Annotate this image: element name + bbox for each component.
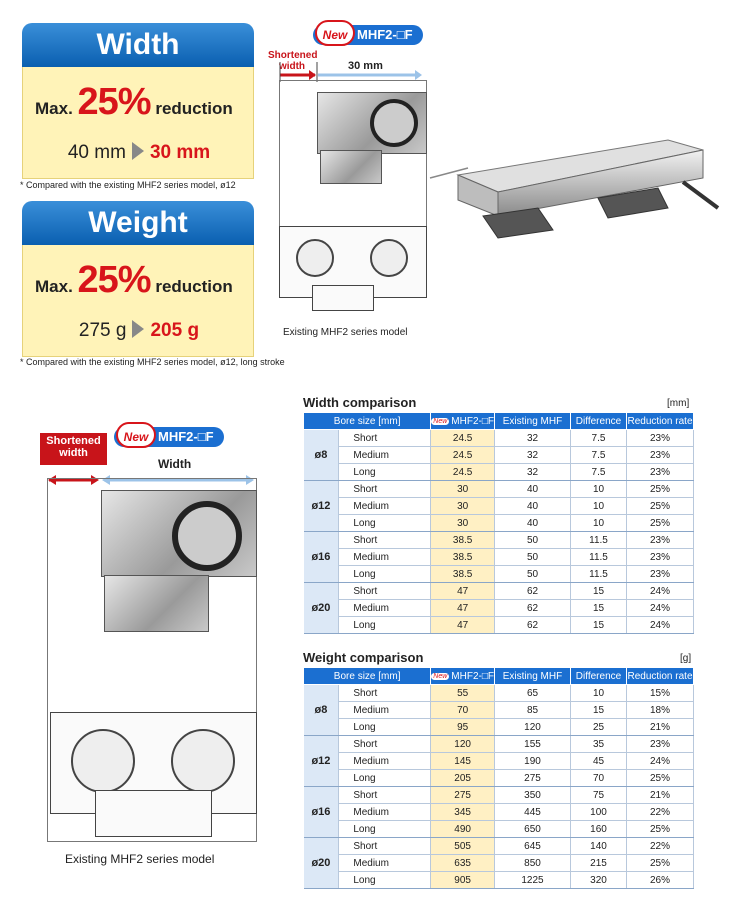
- card-title: Width: [22, 23, 254, 67]
- size-cell: Long: [339, 770, 431, 787]
- existing-cell: 40: [495, 498, 571, 515]
- difference-cell: 10: [571, 481, 627, 498]
- new-model-cell: 38.5: [431, 532, 495, 549]
- existing-gripper-finger: [312, 285, 374, 311]
- size-cell: Long: [339, 566, 431, 583]
- new-icon: New: [116, 422, 156, 448]
- new-model-cell: 120: [431, 736, 495, 753]
- bearing-icon: [296, 239, 334, 277]
- bearing-icon: [171, 729, 235, 793]
- table-row: [304, 736, 694, 753]
- difference-cell: 7.5: [571, 447, 627, 464]
- new-model-cell: 70: [431, 702, 495, 719]
- model-name: MHF2-□F: [357, 27, 413, 42]
- table-header-row: [304, 668, 694, 685]
- weight-comparison-table: [303, 667, 694, 889]
- width-table-title: Width comparison: [303, 395, 417, 410]
- existing-cell: 120: [495, 719, 571, 736]
- table-header-row: [304, 413, 694, 430]
- product-photo: [428, 120, 728, 260]
- reduction-rate-cell: 23%: [627, 532, 694, 549]
- new-model-cell: 505: [431, 838, 495, 855]
- reduction-rate-cell: 23%: [627, 566, 694, 583]
- size-cell: Medium: [339, 600, 431, 617]
- table-row: [304, 821, 694, 838]
- size-cell: Medium: [339, 804, 431, 821]
- reduction-rate-cell: 23%: [627, 430, 694, 447]
- existing-cell: 40: [495, 481, 571, 498]
- size-cell: Long: [339, 872, 431, 889]
- table-row: [304, 855, 694, 872]
- width-feature-card: [22, 23, 254, 179]
- table-row: [304, 464, 694, 481]
- magnet-ring-icon: [370, 99, 418, 147]
- header-label: MHF2-□F: [451, 415, 494, 427]
- new-model-cell: 205: [431, 770, 495, 787]
- existing-cell: 50: [495, 566, 571, 583]
- table-row: [304, 804, 694, 821]
- new-model-cell: 275: [431, 787, 495, 804]
- reduction-rate-cell: 22%: [627, 838, 694, 855]
- difference-cell: 45: [571, 753, 627, 770]
- existing-cell: 650: [495, 821, 571, 838]
- difference-cell: 11.5: [571, 566, 627, 583]
- table-row: [304, 549, 694, 566]
- reduction-rate-cell: 23%: [627, 549, 694, 566]
- bore-size-cell: ø8: [304, 685, 339, 736]
- table-row: [304, 719, 694, 736]
- new-value: 30 mm: [149, 142, 211, 163]
- reduction-rate-cell: 25%: [627, 821, 694, 838]
- existing-cell: 32: [495, 447, 571, 464]
- size-cell: Medium: [339, 549, 431, 566]
- size-cell: Long: [339, 515, 431, 532]
- table-row: [304, 515, 694, 532]
- header-bore-size: Bore size [mm]: [304, 413, 431, 430]
- difference-cell: 70: [571, 770, 627, 787]
- existing-cell: 350: [495, 787, 571, 804]
- existing-gripper-finger: [95, 790, 212, 837]
- size-cell: Short: [339, 838, 431, 855]
- size-cell: Medium: [339, 447, 431, 464]
- new-model-badge: [114, 427, 224, 447]
- new-model-cell: 345: [431, 804, 495, 821]
- comparison-line: [23, 320, 255, 342]
- reduction-rate-cell: 25%: [627, 498, 694, 515]
- header-existing: Existing MHF: [495, 668, 571, 685]
- reduction-rate-cell: 24%: [627, 617, 694, 634]
- new-value: 205 g: [150, 320, 200, 341]
- new-model-cell: 38.5: [431, 566, 495, 583]
- new-model-cell: 490: [431, 821, 495, 838]
- reduction-rate-cell: 26%: [627, 872, 694, 889]
- existing-cell: 62: [495, 600, 571, 617]
- existing-cell: 645: [495, 838, 571, 855]
- comparison-line: [23, 142, 255, 164]
- header-label: MHF2-□F: [451, 670, 494, 682]
- existing-cell: 85: [495, 702, 571, 719]
- size-cell: Long: [339, 719, 431, 736]
- max-label: Max.: [35, 99, 73, 118]
- reduction-rate-cell: 23%: [627, 447, 694, 464]
- size-cell: Short: [339, 481, 431, 498]
- existing-cell: 445: [495, 804, 571, 821]
- header-new-model: [431, 668, 495, 685]
- new-icon: New: [433, 417, 448, 425]
- card-title: Weight: [22, 201, 254, 245]
- table-row: [304, 481, 694, 498]
- table-row: [304, 532, 694, 549]
- header-reduction-rate: Reduction rate: [627, 413, 694, 430]
- new-model-cell: 38.5: [431, 549, 495, 566]
- difference-cell: 215: [571, 855, 627, 872]
- existing-cell: 62: [495, 617, 571, 634]
- existing-cell: 62: [495, 583, 571, 600]
- old-value: 40 mm: [67, 142, 126, 163]
- difference-cell: 160: [571, 821, 627, 838]
- new-gripper-body: [317, 92, 427, 154]
- old-value: 275 g: [78, 320, 127, 341]
- new-gripper-finger: [104, 575, 209, 632]
- bore-size-cell: ø12: [304, 736, 339, 787]
- new-model-cell: 905: [431, 872, 495, 889]
- weight-table-unit: [g]: [680, 653, 692, 664]
- new-model-badge: [313, 25, 423, 45]
- table-row: [304, 447, 694, 464]
- new-model-cell: 24.5: [431, 464, 495, 481]
- reduction-percent: 25%: [77, 81, 151, 123]
- difference-cell: 15: [571, 702, 627, 719]
- header-bore-size: Bore size [mm]: [304, 668, 431, 685]
- card-body: [22, 67, 254, 179]
- table-row: [304, 430, 694, 447]
- existing-cell: 40: [495, 515, 571, 532]
- new-gripper-finger: [320, 150, 382, 184]
- difference-cell: 35: [571, 736, 627, 753]
- width-value: 30 mm: [348, 60, 383, 72]
- new-icon: New: [433, 672, 448, 680]
- size-cell: Short: [339, 583, 431, 600]
- model-name: MHF2-□F: [158, 429, 214, 444]
- width-label: Width: [158, 457, 192, 471]
- new-model-cell: 24.5: [431, 447, 495, 464]
- existing-cell: 155: [495, 736, 571, 753]
- weight-table-title: Weight comparison: [303, 650, 424, 665]
- difference-cell: 15: [571, 617, 627, 634]
- table-row: [304, 600, 694, 617]
- size-cell: Medium: [339, 855, 431, 872]
- reduction-rate-cell: 15%: [627, 685, 694, 702]
- existing-caption: Existing MHF2 series model: [65, 852, 215, 866]
- table-row: [304, 498, 694, 515]
- table-row: [304, 787, 694, 804]
- existing-cell: 275: [495, 770, 571, 787]
- size-cell: Long: [339, 464, 431, 481]
- magnet-ring-icon: [172, 501, 242, 571]
- reduction-rate-cell: 22%: [627, 804, 694, 821]
- new-gripper-body: [101, 490, 257, 577]
- reduction-label: reduction: [155, 277, 233, 296]
- new-model-cell: 30: [431, 498, 495, 515]
- new-model-cell: 47: [431, 617, 495, 634]
- shortened-width-label: Shortened width: [40, 433, 107, 465]
- card-body: [22, 245, 254, 357]
- size-cell: Short: [339, 736, 431, 753]
- new-model-cell: 47: [431, 583, 495, 600]
- bore-size-cell: ø16: [304, 532, 339, 583]
- reduction-line: [35, 259, 233, 302]
- reduction-rate-cell: 23%: [627, 736, 694, 753]
- reduction-label: reduction: [155, 99, 233, 118]
- reduction-rate-cell: 24%: [627, 753, 694, 770]
- table-row: [304, 566, 694, 583]
- header-difference: Difference: [571, 668, 627, 685]
- reduction-rate-cell: 18%: [627, 702, 694, 719]
- width-footnote: * Compared with the existing MHF2 series model, ø12: [20, 180, 236, 190]
- difference-cell: 25: [571, 719, 627, 736]
- existing-cell: 32: [495, 430, 571, 447]
- difference-cell: 10: [571, 685, 627, 702]
- header-reduction-rate: Reduction rate: [627, 668, 694, 685]
- new-model-cell: 55: [431, 685, 495, 702]
- reduction-rate-cell: 24%: [627, 583, 694, 600]
- table-row: [304, 770, 694, 787]
- reduction-rate-cell: 23%: [627, 464, 694, 481]
- table-row: [304, 583, 694, 600]
- bore-size-cell: ø20: [304, 583, 339, 634]
- table-row: [304, 617, 694, 634]
- difference-cell: 100: [571, 804, 627, 821]
- reduction-rate-cell: 21%: [627, 719, 694, 736]
- existing-cell: 1225: [495, 872, 571, 889]
- existing-cell: 50: [495, 532, 571, 549]
- existing-cell: 850: [495, 855, 571, 872]
- new-model-cell: 30: [431, 481, 495, 498]
- width-table-unit: [mm]: [667, 398, 690, 409]
- size-cell: Long: [339, 617, 431, 634]
- header-difference: Difference: [571, 413, 627, 430]
- new-model-cell: 30: [431, 515, 495, 532]
- arrow-right-icon: [132, 320, 144, 338]
- bore-size-cell: ø8: [304, 430, 339, 481]
- table-row: [304, 685, 694, 702]
- size-cell: Medium: [339, 702, 431, 719]
- difference-cell: 320: [571, 872, 627, 889]
- weight-feature-card: [22, 201, 254, 357]
- new-icon: New: [315, 20, 355, 46]
- table-row: [304, 872, 694, 889]
- header-existing: Existing MHF: [495, 413, 571, 430]
- table-row: [304, 753, 694, 770]
- difference-cell: 10: [571, 515, 627, 532]
- reduction-rate-cell: 24%: [627, 600, 694, 617]
- reduction-rate-cell: 21%: [627, 787, 694, 804]
- existing-cell: 32: [495, 464, 571, 481]
- difference-cell: 11.5: [571, 549, 627, 566]
- table-row: [304, 838, 694, 855]
- size-cell: Short: [339, 532, 431, 549]
- bearing-icon: [71, 729, 135, 793]
- size-cell: Medium: [339, 498, 431, 515]
- difference-cell: 7.5: [571, 464, 627, 481]
- difference-cell: 10: [571, 498, 627, 515]
- new-model-cell: 635: [431, 855, 495, 872]
- existing-caption: Existing MHF2 series model: [283, 327, 408, 338]
- reduction-rate-cell: 25%: [627, 855, 694, 872]
- size-cell: Short: [339, 787, 431, 804]
- difference-cell: 15: [571, 583, 627, 600]
- reduction-line: [35, 81, 233, 124]
- difference-cell: 140: [571, 838, 627, 855]
- existing-cell: 65: [495, 685, 571, 702]
- reduction-rate-cell: 25%: [627, 515, 694, 532]
- difference-cell: 11.5: [571, 532, 627, 549]
- new-model-cell: 24.5: [431, 430, 495, 447]
- existing-cell: 50: [495, 549, 571, 566]
- reduction-rate-cell: 25%: [627, 481, 694, 498]
- weight-footnote: * Compared with the existing MHF2 series model, ø12, long stroke: [20, 357, 285, 367]
- size-cell: Short: [339, 430, 431, 447]
- bore-size-cell: ø20: [304, 838, 339, 889]
- bearing-icon: [370, 239, 408, 277]
- difference-cell: 7.5: [571, 430, 627, 447]
- width-comparison-table: [303, 412, 694, 634]
- shortened-width-label: Shortened width: [268, 50, 318, 72]
- size-cell: Medium: [339, 753, 431, 770]
- difference-cell: 75: [571, 787, 627, 804]
- arrow-right-icon: [132, 142, 144, 160]
- max-label: Max.: [35, 277, 73, 296]
- existing-cell: 190: [495, 753, 571, 770]
- bore-size-cell: ø16: [304, 787, 339, 838]
- header-new-model: [431, 413, 495, 430]
- reduction-percent: 25%: [77, 259, 151, 301]
- reduction-rate-cell: 25%: [627, 770, 694, 787]
- bore-size-cell: ø12: [304, 481, 339, 532]
- size-cell: Short: [339, 685, 431, 702]
- difference-cell: 15: [571, 600, 627, 617]
- size-cell: Long: [339, 821, 431, 838]
- new-model-cell: 47: [431, 600, 495, 617]
- table-row: [304, 702, 694, 719]
- new-model-cell: 95: [431, 719, 495, 736]
- new-model-cell: 145: [431, 753, 495, 770]
